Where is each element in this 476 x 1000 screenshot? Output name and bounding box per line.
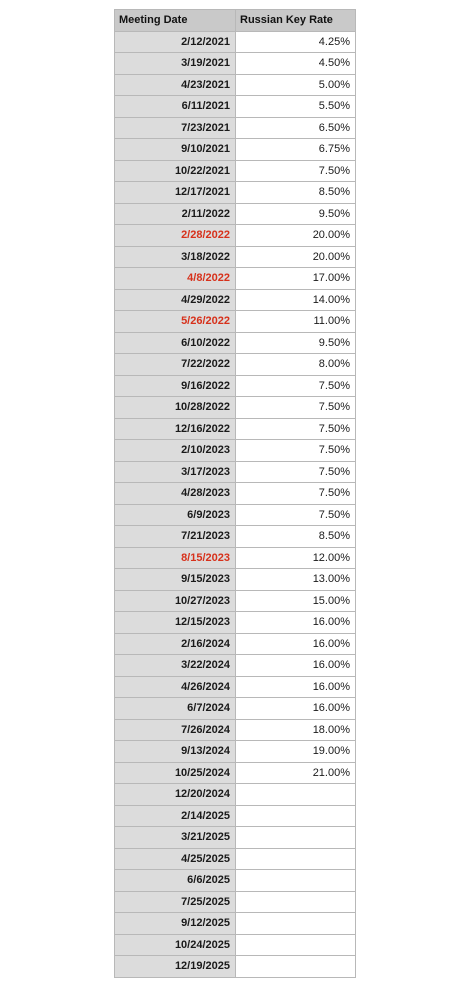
table-row bbox=[115, 505, 356, 527]
key-rate-cell[interactable]: 13.00% bbox=[236, 569, 356, 590]
header-cell-meeting-date[interactable]: Meeting Date bbox=[115, 10, 236, 31]
key-rate-cell[interactable]: 7.50% bbox=[236, 161, 356, 182]
meeting-date-cell[interactable]: 10/24/2025 bbox=[115, 935, 236, 956]
table-row bbox=[115, 462, 356, 484]
table-row bbox=[115, 397, 356, 419]
key-rate-cell[interactable] bbox=[236, 956, 356, 977]
table-row bbox=[115, 763, 356, 785]
meeting-date-cell[interactable]: 9/15/2023 bbox=[115, 569, 236, 590]
table-row bbox=[115, 784, 356, 806]
meeting-date-cell[interactable]: 12/17/2021 bbox=[115, 182, 236, 203]
header-row bbox=[115, 10, 356, 32]
key-rate-cell[interactable]: 9.50% bbox=[236, 204, 356, 225]
table-row bbox=[115, 892, 356, 914]
table-row bbox=[115, 75, 356, 97]
meeting-date-cell[interactable]: 3/19/2021 bbox=[115, 53, 236, 74]
table-row bbox=[115, 290, 356, 312]
table-row bbox=[115, 913, 356, 935]
meeting-date-cell[interactable]: 12/15/2023 bbox=[115, 612, 236, 633]
table-row bbox=[115, 247, 356, 269]
table-row bbox=[115, 935, 356, 957]
meeting-date-cell[interactable]: 9/13/2024 bbox=[115, 741, 236, 762]
key-rate-cell[interactable]: 12.00% bbox=[236, 548, 356, 569]
meeting-date-cell[interactable]: 4/28/2023 bbox=[115, 483, 236, 504]
key-rate-cell[interactable]: 16.00% bbox=[236, 612, 356, 633]
key-rate-cell[interactable]: 7.50% bbox=[236, 376, 356, 397]
key-rate-cell[interactable]: 6.50% bbox=[236, 118, 356, 139]
table-row bbox=[115, 569, 356, 591]
table-row bbox=[115, 161, 356, 183]
key-rate-cell[interactable]: 6.75% bbox=[236, 139, 356, 160]
meeting-date-cell[interactable]: 3/21/2025 bbox=[115, 827, 236, 848]
rate-table bbox=[114, 9, 356, 978]
meeting-date-cell[interactable]: 2/11/2022 bbox=[115, 204, 236, 225]
key-rate-cell[interactable]: 11.00% bbox=[236, 311, 356, 332]
meeting-date-cell[interactable]: 2/28/2022 bbox=[115, 225, 236, 246]
meeting-date-cell[interactable]: 8/15/2023 bbox=[115, 548, 236, 569]
key-rate-cell[interactable]: 8.50% bbox=[236, 526, 356, 547]
table-row bbox=[115, 548, 356, 570]
table-row bbox=[115, 849, 356, 871]
header-cell-key-rate[interactable]: Russian Key Rate bbox=[236, 10, 356, 31]
key-rate-cell[interactable]: 8.00% bbox=[236, 354, 356, 375]
table-row bbox=[115, 677, 356, 699]
table-row bbox=[115, 268, 356, 290]
key-rate-cell[interactable]: 9.50% bbox=[236, 333, 356, 354]
table-row bbox=[115, 354, 356, 376]
key-rate-cell[interactable]: 16.00% bbox=[236, 634, 356, 655]
key-rate-cell[interactable] bbox=[236, 784, 356, 805]
table-row bbox=[115, 591, 356, 613]
table-row bbox=[115, 440, 356, 462]
meeting-date-cell[interactable]: 5/26/2022 bbox=[115, 311, 236, 332]
key-rate-cell[interactable]: 19.00% bbox=[236, 741, 356, 762]
key-rate-cell[interactable]: 4.50% bbox=[236, 53, 356, 74]
meeting-date-cell[interactable]: 2/10/2023 bbox=[115, 440, 236, 461]
key-rate-cell[interactable]: 21.00% bbox=[236, 763, 356, 784]
key-rate-cell[interactable]: 18.00% bbox=[236, 720, 356, 741]
table-row bbox=[115, 698, 356, 720]
table-row bbox=[115, 720, 356, 742]
meeting-date-cell[interactable]: 12/20/2024 bbox=[115, 784, 236, 805]
table-row bbox=[115, 225, 356, 247]
meeting-date-cell[interactable]: 10/27/2023 bbox=[115, 591, 236, 612]
key-rate-cell[interactable] bbox=[236, 827, 356, 848]
meeting-date-cell[interactable]: 9/12/2025 bbox=[115, 913, 236, 934]
meeting-date-cell[interactable]: 12/19/2025 bbox=[115, 956, 236, 977]
table-row bbox=[115, 139, 356, 161]
key-rate-cell[interactable] bbox=[236, 849, 356, 870]
meeting-date-cell[interactable]: 4/23/2021 bbox=[115, 75, 236, 96]
meeting-date-cell[interactable]: 7/23/2021 bbox=[115, 118, 236, 139]
key-rate-cell[interactable]: 14.00% bbox=[236, 290, 356, 311]
key-rate-cell[interactable]: 7.50% bbox=[236, 462, 356, 483]
meeting-date-cell[interactable]: 7/21/2023 bbox=[115, 526, 236, 547]
table-row bbox=[115, 376, 356, 398]
table-row bbox=[115, 333, 356, 355]
key-rate-cell[interactable] bbox=[236, 913, 356, 934]
table-row bbox=[115, 483, 356, 505]
meeting-date-cell[interactable]: 4/8/2022 bbox=[115, 268, 236, 289]
key-rate-cell[interactable]: 7.50% bbox=[236, 440, 356, 461]
table-row bbox=[115, 96, 356, 118]
key-rate-cell[interactable] bbox=[236, 870, 356, 891]
key-rate-cell[interactable]: 5.50% bbox=[236, 96, 356, 117]
key-rate-cell[interactable]: 20.00% bbox=[236, 247, 356, 268]
table-row bbox=[115, 118, 356, 140]
table-row bbox=[115, 311, 356, 333]
key-rate-cell[interactable]: 20.00% bbox=[236, 225, 356, 246]
meeting-date-cell[interactable]: 3/17/2023 bbox=[115, 462, 236, 483]
meeting-date-cell[interactable]: 6/6/2025 bbox=[115, 870, 236, 891]
meeting-date-cell[interactable]: 10/25/2024 bbox=[115, 763, 236, 784]
meeting-date-cell[interactable]: 6/9/2023 bbox=[115, 505, 236, 526]
key-rate-cell[interactable]: 7.50% bbox=[236, 483, 356, 504]
table-row bbox=[115, 655, 356, 677]
table-body bbox=[115, 32, 356, 978]
meeting-date-cell[interactable]: 7/26/2024 bbox=[115, 720, 236, 741]
table-row bbox=[115, 204, 356, 226]
meeting-date-cell[interactable]: 6/11/2021 bbox=[115, 96, 236, 117]
table-row bbox=[115, 182, 356, 204]
table-row bbox=[115, 870, 356, 892]
meeting-date-cell[interactable]: 2/14/2025 bbox=[115, 806, 236, 827]
key-rate-cell[interactable] bbox=[236, 806, 356, 827]
table-row bbox=[115, 956, 356, 978]
meeting-date-cell[interactable]: 6/7/2024 bbox=[115, 698, 236, 719]
meeting-date-cell[interactable]: 7/25/2025 bbox=[115, 892, 236, 913]
meeting-date-cell[interactable]: 10/28/2022 bbox=[115, 397, 236, 418]
meeting-date-cell[interactable]: 3/22/2024 bbox=[115, 655, 236, 676]
meeting-date-cell[interactable]: 4/26/2024 bbox=[115, 677, 236, 698]
key-rate-cell[interactable] bbox=[236, 935, 356, 956]
key-rate-cell[interactable]: 15.00% bbox=[236, 591, 356, 612]
key-rate-cell[interactable]: 7.50% bbox=[236, 397, 356, 418]
key-rate-cell[interactable]: 16.00% bbox=[236, 698, 356, 719]
meeting-date-cell[interactable]: 10/22/2021 bbox=[115, 161, 236, 182]
key-rate-cell[interactable]: 8.50% bbox=[236, 182, 356, 203]
key-rate-cell[interactable]: 16.00% bbox=[236, 655, 356, 676]
meeting-date-cell[interactable]: 3/18/2022 bbox=[115, 247, 236, 268]
table-row bbox=[115, 827, 356, 849]
table-row bbox=[115, 612, 356, 634]
meeting-date-cell[interactable]: 12/16/2022 bbox=[115, 419, 236, 440]
key-rate-cell[interactable]: 7.50% bbox=[236, 419, 356, 440]
key-rate-cell[interactable]: 16.00% bbox=[236, 677, 356, 698]
meeting-date-cell[interactable]: 4/29/2022 bbox=[115, 290, 236, 311]
meeting-date-cell[interactable]: 9/16/2022 bbox=[115, 376, 236, 397]
key-rate-cell[interactable]: 17.00% bbox=[236, 268, 356, 289]
table-row bbox=[115, 806, 356, 828]
meeting-date-cell[interactable]: 9/10/2021 bbox=[115, 139, 236, 160]
meeting-date-cell[interactable]: 2/12/2021 bbox=[115, 32, 236, 53]
key-rate-cell[interactable]: 7.50% bbox=[236, 505, 356, 526]
meeting-date-cell[interactable]: 2/16/2024 bbox=[115, 634, 236, 655]
table-row bbox=[115, 634, 356, 656]
table-row bbox=[115, 53, 356, 75]
meeting-date-cell[interactable]: 6/10/2022 bbox=[115, 333, 236, 354]
key-rate-cell[interactable]: 5.00% bbox=[236, 75, 356, 96]
table-row bbox=[115, 526, 356, 548]
key-rate-cell[interactable]: 4.25% bbox=[236, 32, 356, 53]
meeting-date-cell[interactable]: 7/22/2022 bbox=[115, 354, 236, 375]
meeting-date-cell[interactable]: 4/25/2025 bbox=[115, 849, 236, 870]
table-row bbox=[115, 419, 356, 441]
table-row bbox=[115, 741, 356, 763]
key-rate-cell[interactable] bbox=[236, 892, 356, 913]
table-row bbox=[115, 32, 356, 54]
